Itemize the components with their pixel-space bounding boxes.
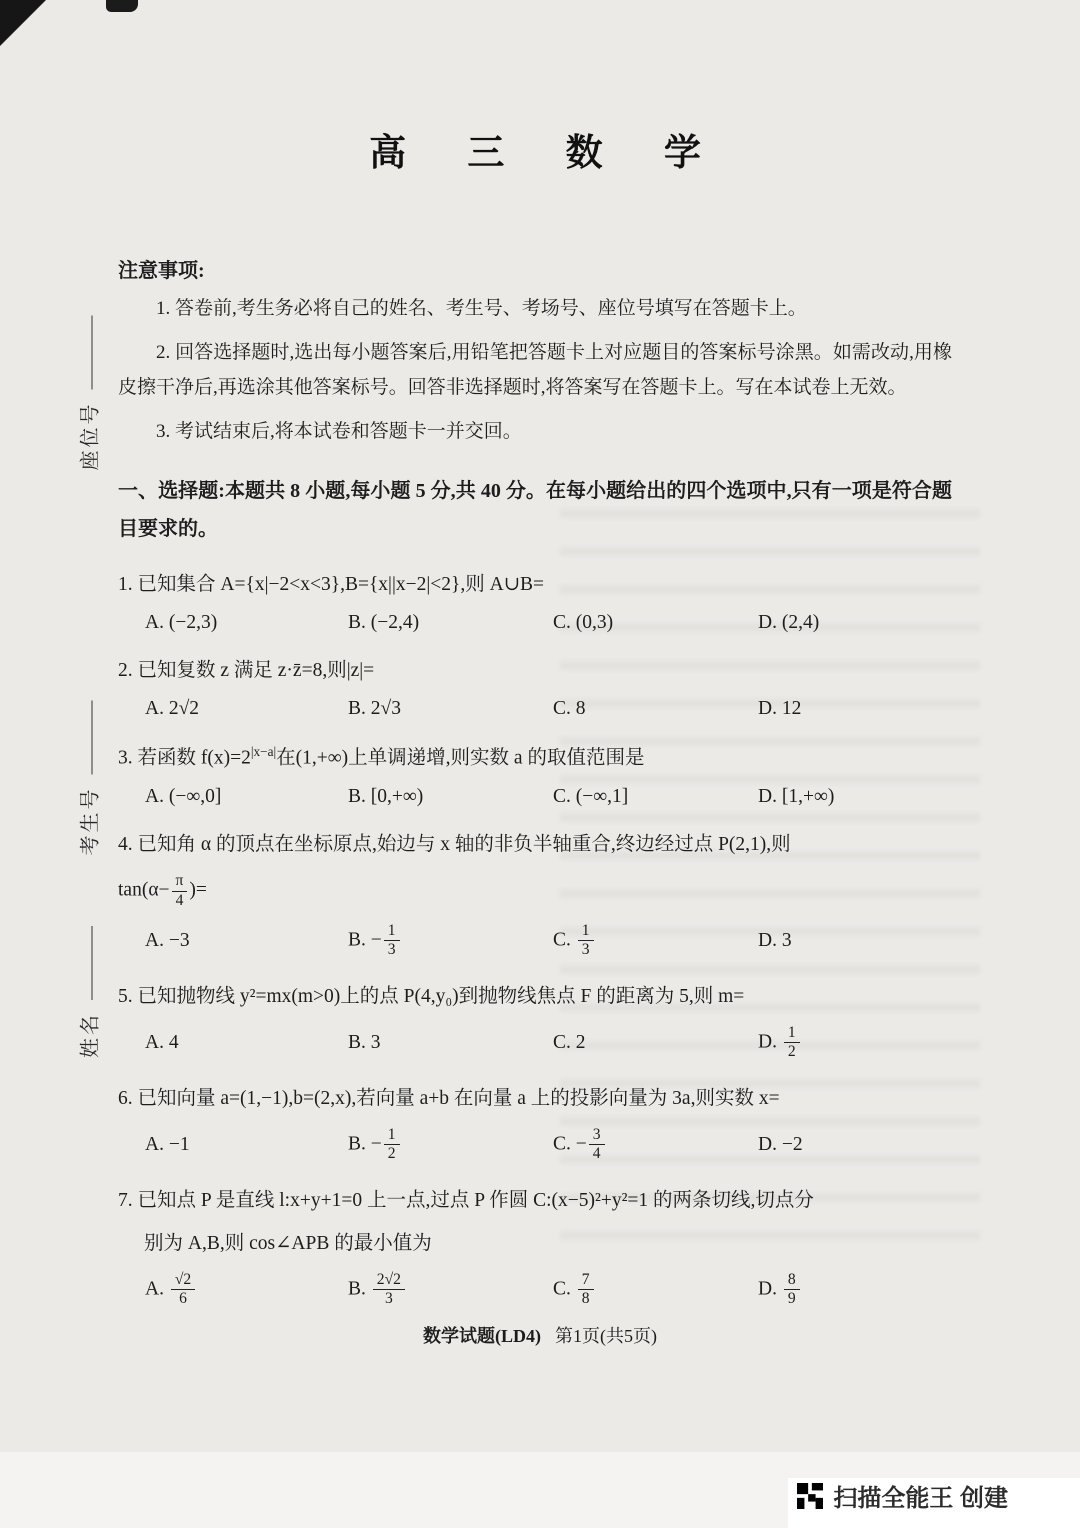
question-1 bbox=[118, 569, 952, 634]
question-7 bbox=[118, 1185, 952, 1309]
option-a: A. −3 bbox=[145, 929, 190, 951]
option-c: C. $\frac{1}{3}$ bbox=[553, 922, 758, 960]
option-d: D. 3 bbox=[758, 929, 792, 951]
option-b: B. (−2,4) bbox=[348, 612, 420, 634]
candidate-number-label: 考生号 bbox=[79, 786, 102, 856]
exam-code: 数学试题(LD4) bbox=[423, 1326, 541, 1346]
question-stem: 6. 已知向量 a=(1,−1),b=(2,x),若向量 a+b 在向量 a 上的投影向量为 3a,则实数 x= bbox=[118, 1087, 780, 1109]
scan-corner-artifact bbox=[0, 0, 46, 46]
question-4 bbox=[118, 829, 952, 960]
option-c: C. (0,3) bbox=[553, 612, 614, 634]
section-one-heading: 一、选择题:本题共 8 小题,每小题 5 分,共 40 分。在每小题给出的四个选项中,只有一项是符合题目要求的。 bbox=[118, 479, 952, 540]
note-item-2: 2. 回答选择题时,选出每小题答案后,用铅笔把答题卡上对应题目的答案标号涂黑。如需改动,用橡皮擦干净后,再选涂其他答案标号。回答非选择题时,将答案写在答题卡上。写在本试卷上无效。 bbox=[118, 341, 952, 399]
page-footer bbox=[0, 1322, 1080, 1348]
question-stem: 7. 已知点 P 是直线 l:x+y+1=0 上一点,过点 P 作圆 C:(x−5)²+y²=1 的两条切线,切点分 bbox=[118, 1189, 814, 1211]
note-item-1: 1. 答卷前,考生务必将自己的姓名、考生号、考场号、座位号填写在答题卡上。 bbox=[156, 298, 807, 319]
seat-number-field bbox=[74, 316, 103, 471]
scanner-credit-text: 扫描全能王 创建 bbox=[833, 1485, 1008, 1512]
name-label: 姓名 bbox=[79, 1012, 102, 1058]
option-c: C. 8 bbox=[553, 698, 586, 720]
question-options bbox=[118, 698, 952, 720]
option-c: C. (−∞,1] bbox=[553, 785, 629, 807]
notes-heading: 注意事项: bbox=[118, 260, 205, 282]
question-options bbox=[118, 922, 952, 960]
option-a: A. (−∞,0] bbox=[145, 785, 222, 807]
option-c: C. $\frac{7}{8}$ bbox=[553, 1271, 758, 1309]
scanner-credit bbox=[797, 1478, 1008, 1513]
question-options bbox=[118, 1126, 952, 1164]
question-stem: 5. 已知抛物线 y²=mx(m>0)上的点 P(4,y₀)到抛物线焦点 F 的距离为 5,则 m= bbox=[118, 985, 745, 1007]
candidate-number-line bbox=[92, 701, 93, 775]
seat-number-label: 座位号 bbox=[79, 401, 102, 471]
option-a: A. (−2,3) bbox=[145, 612, 218, 634]
question-stem: 1. 已知集合 A={x|−2<x<3},B={x||x−2|<2},则 A∪B= bbox=[118, 573, 545, 595]
option-d: D. 12 bbox=[758, 698, 802, 720]
exam-title: 高 三 数 学 bbox=[369, 133, 727, 174]
question-stem: 3. 若函数 $f(x)=2^{|x-a|}$在(1,+∞)上单调递增,则实数 a 的取值范围是 bbox=[118, 744, 645, 769]
option-d: D. (2,4) bbox=[758, 612, 820, 634]
question-2 bbox=[118, 655, 952, 720]
seat-number-line bbox=[92, 316, 93, 390]
option-b: B. 2√3 bbox=[348, 698, 401, 720]
option-a: A. $\frac{√2}{6}$ bbox=[145, 1271, 348, 1309]
option-a: A. −1 bbox=[145, 1133, 190, 1155]
option-d: D. $\frac{8}{9}$ bbox=[758, 1271, 952, 1309]
exam-page bbox=[118, 0, 952, 1309]
question-stem: 2. 已知复数 z 满足 z·z̄=8,则|z|= bbox=[118, 660, 375, 682]
option-d: D. [1,+∞) bbox=[758, 785, 835, 807]
option-b: B. − $\frac{1}{2}$ bbox=[348, 1126, 553, 1164]
question-options bbox=[118, 1271, 952, 1309]
option-b: B. 3 bbox=[348, 1031, 381, 1053]
page-number: 第1页(共5页) bbox=[555, 1326, 657, 1346]
question-stem-formula: tan(α− $\frac{\pi}{4}$ )= bbox=[118, 872, 207, 909]
qr-code-icon bbox=[797, 1483, 823, 1509]
question-options bbox=[118, 612, 952, 634]
name-field bbox=[74, 926, 103, 1058]
question-stem-continued: 别为 A,B,则 cos∠APB 的最小值为 bbox=[144, 1232, 432, 1254]
option-a: A. 4 bbox=[145, 1031, 179, 1053]
question-6 bbox=[118, 1083, 952, 1164]
option-c: C. 2 bbox=[553, 1031, 586, 1053]
option-b: B. − $\frac{1}{3}$ bbox=[348, 922, 553, 960]
option-d: D. −2 bbox=[758, 1133, 803, 1155]
option-b: B. $\frac{2√2}{3}$ bbox=[348, 1271, 553, 1309]
note-item-3: 3. 考试结束后,将本试卷和答题卡一并交回。 bbox=[156, 421, 522, 443]
option-a: A. 2√2 bbox=[145, 698, 200, 720]
option-c: C. − $\frac{3}{4}$ bbox=[553, 1126, 758, 1164]
question-options bbox=[118, 786, 952, 808]
option-d: D. $\frac{1}{2}$ bbox=[758, 1024, 952, 1062]
name-line bbox=[92, 926, 93, 1000]
option-b: B. [0,+∞) bbox=[348, 785, 424, 807]
question-5 bbox=[118, 981, 952, 1062]
candidate-number-field bbox=[74, 701, 103, 856]
question-options bbox=[118, 1024, 952, 1062]
question-3 bbox=[118, 741, 952, 808]
question-stem: 4. 已知角 α 的顶点在坐标原点,始边与 x 轴的非负半轴重合,终边经过点 P(2,1),则 bbox=[118, 833, 791, 855]
